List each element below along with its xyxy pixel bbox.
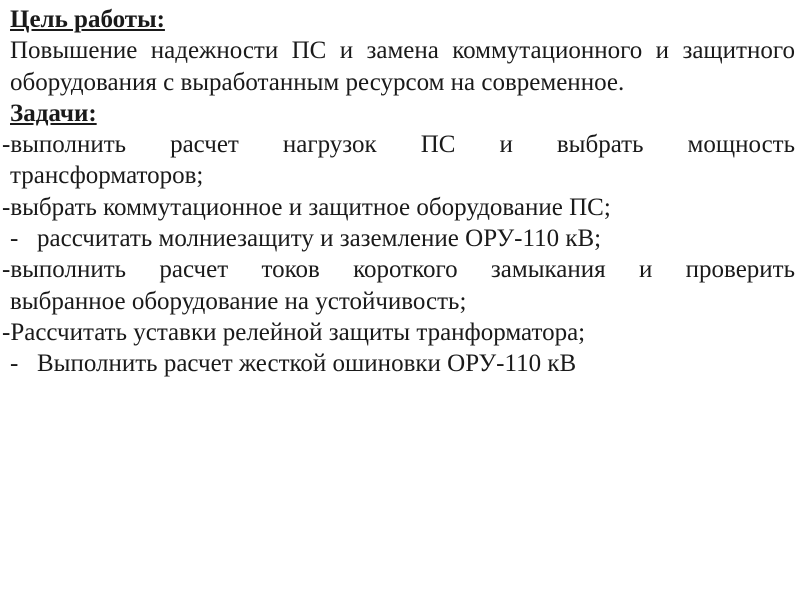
task-item-continuation: выбранное оборудование на устойчивость; — [10, 287, 467, 315]
task-item: -выбрать коммутационное и защитное оборудование ПС; — [2, 193, 611, 221]
task-item-continuation: трансформаторов; — [10, 162, 204, 190]
task-item: -выполнить расчет токов короткого замыкания и проверить — [2, 256, 795, 284]
dash-bullet: - — [10, 350, 19, 378]
task-item-text: Выполнить расчет жесткой ошиновки ОРУ-110 кВ — [37, 350, 577, 378]
dash-bullet: - — [10, 225, 19, 253]
slide-content — [0, 4, 800, 380]
task-item — [10, 348, 800, 379]
goal-text-line: оборудования с выработанным ресурсом на современное. — [10, 68, 625, 96]
goal-heading: Цель работы: — [10, 6, 165, 33]
tasks-heading: Задачи: — [10, 99, 97, 127]
task-item: -выполнить расчет нагрузок ПС и выбрать мощность — [2, 131, 795, 159]
task-item: -Рассчитать уставки релейной защиты транформатора; — [2, 318, 586, 346]
task-item — [10, 223, 800, 254]
task-item-text: рассчитать молниезащиту и заземление ОРУ-110 кВ; — [37, 225, 602, 253]
goal-text-line: Повышение надежности ПС и замена коммутационного и защитного — [10, 37, 795, 65]
